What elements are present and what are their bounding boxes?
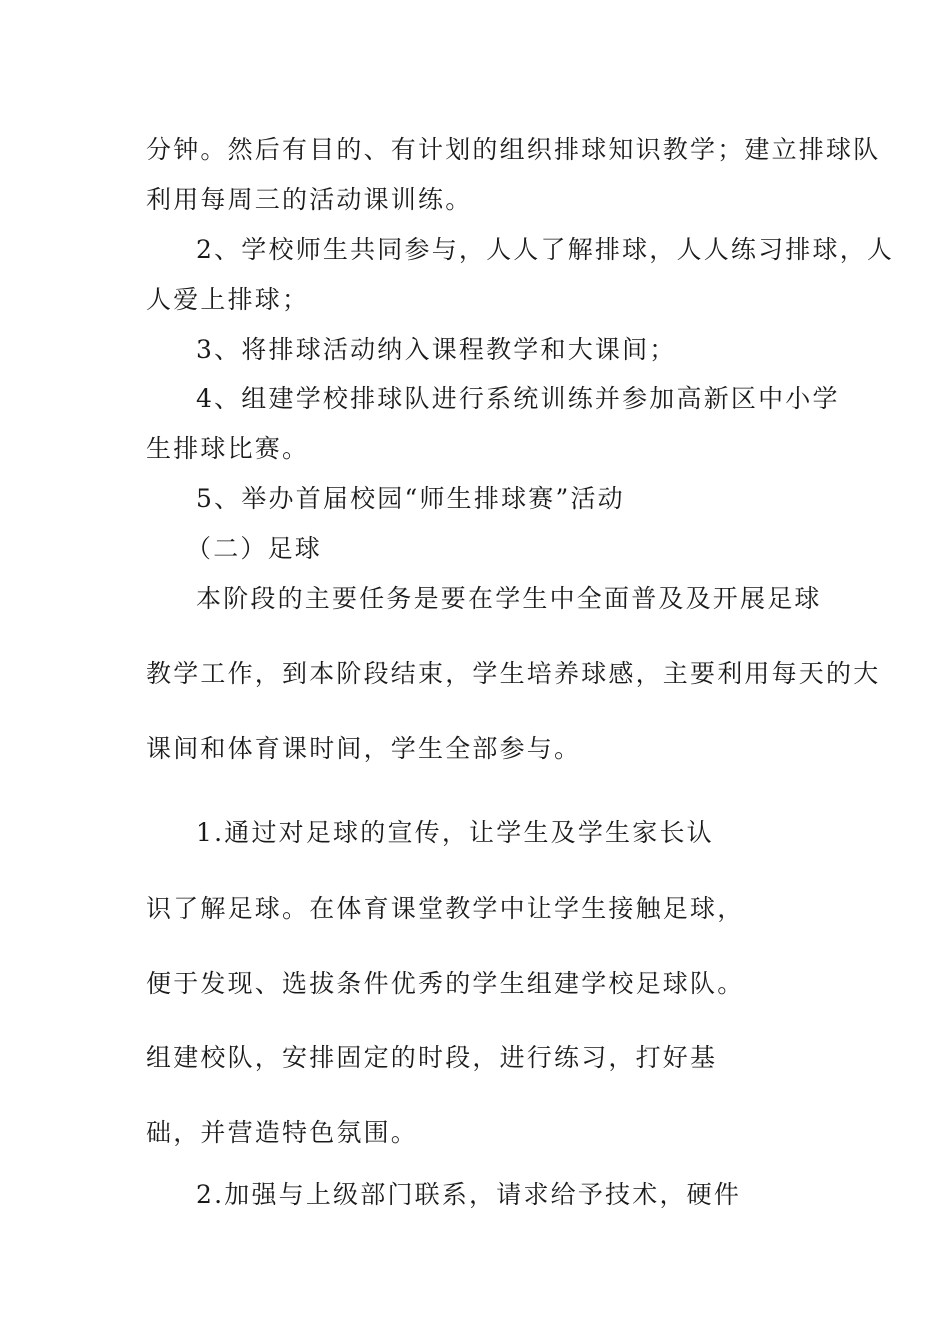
- text-line: 5、举办首届校园“师生排球赛”活动: [196, 484, 625, 513]
- text-line: 3、将排球活动纳入课程教学和大课间；: [196, 335, 677, 364]
- text-line: 便于发现、选拔条件优秀的学生组建学校足球队。: [146, 969, 745, 998]
- text-line: 4、组建学校排球队进行系统训练并参加高新区中小学: [196, 384, 840, 413]
- text-line: 本阶段的主要任务是要在学生中全面普及及开展足球: [196, 584, 822, 613]
- text-line: 分钟。然后有目的、有计划的组织排球知识教学；建立排球队: [146, 135, 881, 164]
- text-line: 课间和体育课时间，学生全部参与。: [146, 734, 582, 763]
- text-line: 识了解足球。在体育课堂教学中让学生接触足球，: [146, 894, 745, 923]
- text-line: 生排球比赛。: [146, 434, 310, 463]
- text-line: 教学工作，到本阶段结束，学生培养球感，主要利用每天的大: [146, 659, 881, 688]
- text-line: 础，并营造特色氛围。: [146, 1118, 419, 1147]
- text-line: 人爱上排球；: [146, 285, 310, 314]
- text-line: 1.通过对足球的宣传，让学生及学生家长认: [196, 818, 714, 847]
- section-heading: （二）足球: [186, 534, 323, 563]
- text-line: 2、学校师生共同参与，人人了解排球，人人练习排球，人: [196, 235, 895, 264]
- text-line: 组建校队，安排固定的时段，进行练习，打好基: [146, 1043, 718, 1072]
- text-line: 利用每周三的活动课训练。: [146, 185, 473, 214]
- text-line: 2.加强与上级部门联系，请求给予技术，硬件: [196, 1180, 742, 1209]
